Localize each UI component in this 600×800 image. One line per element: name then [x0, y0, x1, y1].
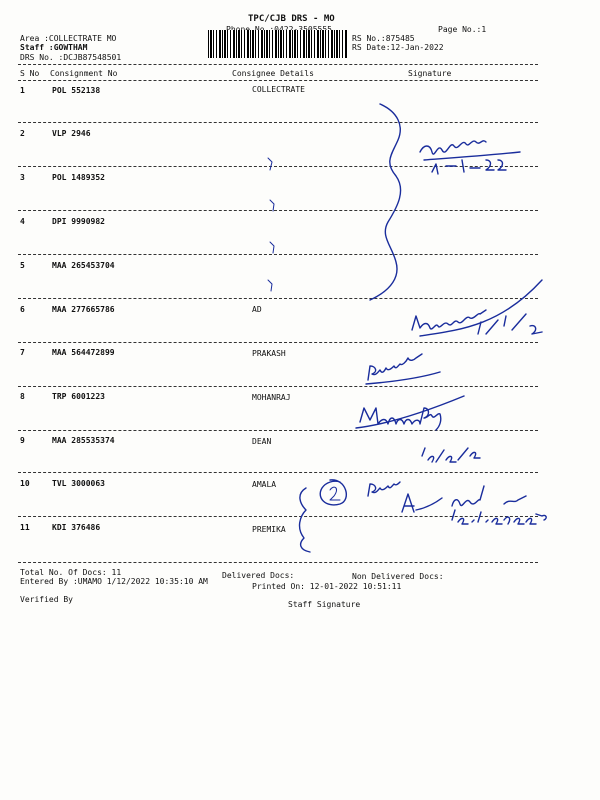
- staff-signature-label: Staff Signature: [288, 600, 361, 609]
- row-sno: 1: [20, 86, 25, 95]
- row-consignee: AMALA: [252, 480, 277, 489]
- row-sno: 8: [20, 392, 25, 401]
- row-consignment: VLP 2946: [52, 129, 91, 138]
- row-sno: 11: [20, 523, 30, 532]
- row-consignment: TRP 6001223: [52, 392, 105, 401]
- signature-scribble: [360, 408, 441, 430]
- signature-date: [452, 510, 546, 524]
- row-consignment: MAA 277665786: [52, 305, 115, 314]
- row-divider: [18, 430, 538, 431]
- area-label: Area :COLLECTRATE MO: [20, 34, 117, 43]
- signature-underline: [420, 280, 542, 336]
- non-delivered-docs: Non Delivered Docs:: [352, 572, 444, 581]
- rs-number: RS No.:875485: [352, 34, 415, 43]
- row-sno: 2: [20, 129, 25, 138]
- page-number: Page No.:1: [438, 25, 487, 34]
- drs-number: DRS No. :DCJB87548501: [20, 53, 122, 62]
- ditto-mark: [268, 280, 272, 291]
- ditto-mark: [270, 242, 274, 253]
- row-consignment: POL 1489352: [52, 173, 105, 182]
- row-consignment: KDI 376486: [52, 523, 101, 532]
- signature-scribble: [368, 354, 422, 380]
- row-sno: 10: [20, 479, 30, 488]
- divider: [18, 64, 538, 65]
- staff-label: Staff :GOWTHAM: [20, 43, 88, 52]
- row-consignment: MAA 564472899: [52, 348, 115, 357]
- document-title: TPC/CJB DRS - MO: [248, 14, 335, 24]
- row-divider: [18, 298, 538, 299]
- signature-underline: [424, 152, 520, 160]
- signature-date: [478, 314, 542, 334]
- row-divider: [18, 210, 538, 211]
- column-header-sno: S No: [20, 69, 40, 78]
- row-consignment: POL 552138: [52, 86, 101, 95]
- signature-underline: [366, 372, 440, 384]
- signature-date: [432, 160, 506, 174]
- delivered-docs: Delivered Docs:: [222, 571, 295, 580]
- printed-on: Printed On: 12-01-2022 10:51:11: [252, 582, 402, 591]
- row-sno: 9: [20, 436, 25, 445]
- row-divider: [18, 122, 538, 123]
- row-sno: 3: [20, 173, 25, 182]
- row-sno: 6: [20, 305, 25, 314]
- row-divider: [18, 472, 538, 473]
- row-consignment: MAA 265453704: [52, 261, 115, 270]
- column-header-consignment: Consignment No: [50, 69, 118, 78]
- verified-by: Verified By: [20, 595, 73, 604]
- row-consignment: DPI 9990982: [52, 217, 105, 226]
- row-consignee: PREMIKA: [252, 525, 286, 534]
- row-divider: [18, 342, 538, 343]
- signature-date: [422, 448, 480, 462]
- barcode-image: [208, 30, 348, 58]
- column-header-signature: Signature: [408, 69, 452, 78]
- row-consignee: DEAN: [252, 437, 272, 446]
- row-divider: [18, 516, 538, 517]
- row-sno: 4: [20, 217, 25, 226]
- row-sno: 5: [20, 261, 25, 270]
- row-divider: [18, 166, 538, 167]
- row-consignee: PRAKASH: [252, 349, 286, 358]
- signature-scribble: [420, 141, 486, 154]
- row-divider: [18, 386, 538, 387]
- row-consignee: MOHANRAJ: [252, 393, 291, 402]
- circle-mark: [330, 487, 340, 500]
- ditto-mark: [268, 158, 272, 170]
- column-header-consignee: Consignee Details: [232, 69, 314, 78]
- signature-scribble: [412, 310, 486, 330]
- circle-mark: [320, 480, 346, 505]
- brace-mark: [300, 488, 310, 552]
- row-sno: 7: [20, 348, 25, 357]
- total-docs: Total No. Of Docs: 11: [20, 568, 122, 577]
- signature-scribble: [368, 482, 526, 512]
- brace-mark: [370, 104, 401, 300]
- row-consignment: MAA 285535374: [52, 436, 115, 445]
- row-consignee: AD: [252, 305, 262, 314]
- rs-date: RS Date:12-Jan-2022: [352, 43, 444, 52]
- row-divider: [18, 562, 538, 563]
- entered-by: Entered By :UMAMO 1/12/2022 10:35:10 AM: [20, 577, 208, 586]
- divider: [18, 80, 538, 81]
- row-consignee: COLLECTRATE: [252, 85, 305, 94]
- signature-underline: [356, 396, 464, 428]
- row-divider: [18, 254, 538, 255]
- row-consignment: TVL 3000063: [52, 479, 105, 488]
